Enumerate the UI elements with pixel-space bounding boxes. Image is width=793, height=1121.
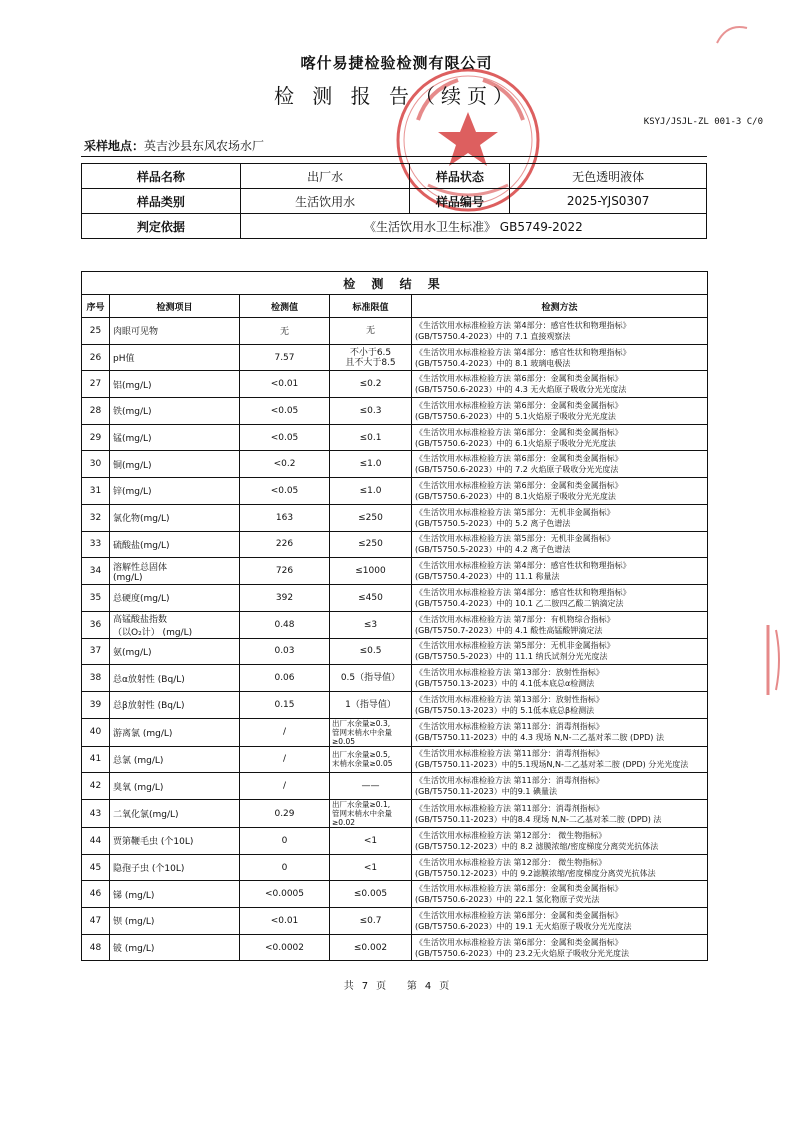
document-code: KSYJ/JSJL-ZL 001-3 C/0	[643, 117, 763, 127]
row-method-line2: (GB/T5750.5-2023）中的 4.2 离子色谱法	[415, 545, 571, 555]
row-limit: ≤0.002	[330, 934, 412, 961]
row-method-line2: (GB/T5750.6-2023）中的 19.1 无火焰原子吸收分光光度法	[415, 921, 632, 931]
table-row	[82, 584, 708, 611]
info-row	[82, 164, 707, 189]
row-number: 36	[82, 611, 110, 638]
table-row	[82, 611, 708, 638]
table-row	[82, 398, 708, 425]
row-method-line2: (GB/T5750.4-2023）中的 11.1 称量法	[415, 572, 560, 582]
table-row	[82, 854, 708, 881]
info-row	[82, 189, 707, 214]
row-value: 226	[240, 531, 330, 558]
footer-total-prefix: 共	[343, 981, 354, 992]
row-number: 38	[82, 665, 110, 692]
row-method-line1: 《生活饮用水标准检验方法 第12部分： 微生物指标》	[415, 830, 607, 840]
row-method	[412, 558, 708, 585]
basis-value: 《生活饮用水卫生标准》 GB5749-2022	[240, 214, 706, 239]
row-item: 高锰酸盐指数 （以O₂计） (mg/L)	[110, 611, 240, 638]
sampling-site	[84, 137, 264, 154]
row-item: 总α放射性 (Bq/L)	[110, 665, 240, 692]
row-limit: ≤1000	[330, 558, 412, 585]
row-limit: ≤0.2	[330, 371, 412, 398]
row-method-line2: (GB/T5750.5-2023）中的 5.2 离子色谱法	[415, 518, 571, 528]
table-row	[82, 531, 708, 558]
row-method-line1: 《生活饮用水标准检验方法 第6部分：金属和类金属指标》	[415, 937, 623, 947]
row-method	[412, 398, 708, 425]
row-item: 氯化物(mg/L)	[110, 504, 240, 531]
row-number: 25	[82, 318, 110, 345]
results-table	[81, 271, 708, 961]
row-method-line1: 《生活饮用水标准检验方法 第7部分：有机物综合指标》	[415, 614, 615, 624]
row-value: 726	[240, 558, 330, 585]
row-number: 26	[82, 344, 110, 371]
row-number: 37	[82, 638, 110, 665]
row-item: 氨(mg/L)	[110, 638, 240, 665]
table-row	[82, 691, 708, 718]
row-number: 39	[82, 691, 110, 718]
row-number: 42	[82, 773, 110, 800]
table-row	[82, 344, 708, 371]
page-footer	[0, 977, 793, 992]
row-method-line1: 《生活饮用水标准检验方法 第11部分：消毒剂指标》	[415, 803, 604, 813]
row-item: 总β放射性 (Bq/L)	[110, 691, 240, 718]
row-method-line2: (GB/T5750.6-2023）中的 4.3 无火焰原子吸收分光光度法	[415, 385, 627, 395]
row-limit: ≤0.1	[330, 424, 412, 451]
results-title: 检 测 结 果	[82, 272, 708, 295]
row-method	[412, 451, 708, 478]
row-value: 163	[240, 504, 330, 531]
row-limit: 1（指导值）	[330, 691, 412, 718]
row-method	[412, 773, 708, 800]
row-limit: 0.5（指导值）	[330, 665, 412, 692]
row-limit: <1	[330, 828, 412, 855]
footer-total-pages: 7	[361, 981, 369, 992]
table-row	[82, 908, 708, 935]
row-limit: <1	[330, 854, 412, 881]
row-method-line2: (GB/T5750.13-2023）中的 5.1低本底总β检测法	[415, 705, 595, 715]
seam-seal-icon	[764, 620, 786, 700]
footer-page-word: 页	[376, 981, 387, 992]
row-value: 0	[240, 854, 330, 881]
footer-current-page: 4	[424, 981, 432, 992]
row-method-line1: 《生活饮用水标准检验方法 第6部分：金属和类金属指标》	[415, 884, 623, 894]
row-method	[412, 665, 708, 692]
table-row	[82, 424, 708, 451]
sampling-site-value: 英吉沙县东风农场水厂	[144, 139, 265, 153]
row-number: 35	[82, 584, 110, 611]
row-number: 30	[82, 451, 110, 478]
row-number: 32	[82, 504, 110, 531]
row-limit: ≤0.7	[330, 908, 412, 935]
table-row	[82, 638, 708, 665]
basis-label: 判定依据	[82, 214, 241, 239]
row-value: 392	[240, 584, 330, 611]
row-value: /	[240, 746, 330, 773]
table-row	[82, 665, 708, 692]
row-item: 总硬度(mg/L)	[110, 584, 240, 611]
row-method-line1: 《生活饮用水标准检验方法 第6部分：金属和类金属指标》	[415, 454, 623, 464]
row-method-line2: (GB/T5750.6-2023）中的 5.1火焰原子吸收分光光度法	[415, 411, 616, 421]
company-name: 喀什易捷检验检测有限公司	[300, 54, 493, 72]
row-method-line1: 《生活饮用水标准检验方法 第5部分：无机非金属指标》	[415, 641, 615, 651]
row-value: <0.0002	[240, 934, 330, 961]
row-method-line2: (GB/T5750.12-2023）中的 8.2 滤膜浓缩/密度梯度分离荧光抗体法	[415, 841, 659, 851]
row-limit: 不小于6.5 且不大于8.5	[330, 344, 412, 371]
row-method-line2: (GB/T5750.12-2023）中的 9.2滤膜浓缩/密度梯度分离荧光抗体法	[415, 868, 656, 878]
row-value: <0.05	[240, 398, 330, 425]
row-method	[412, 531, 708, 558]
row-item: 铁(mg/L)	[110, 398, 240, 425]
row-method-line2: (GB/T5750.6-2023）中的 23.2无火焰原子吸收分光光度法	[415, 948, 629, 958]
row-method-line1: 《生活饮用水标准检验方法 第11部分：消毒剂指标》	[415, 722, 604, 732]
sample-state-value: 无色透明液体	[510, 164, 707, 189]
table-row	[82, 934, 708, 961]
row-value: /	[240, 773, 330, 800]
row-value: /	[240, 718, 330, 746]
row-method-line2: (GB/T5750.5-2023）中的 11.1 纳氏试剂分光光度法	[415, 652, 608, 662]
sampling-site-label: 采样地点：	[84, 139, 145, 153]
row-item: 隐孢子虫 (个10L)	[110, 854, 240, 881]
row-number: 45	[82, 854, 110, 881]
footer-current-prefix: 第	[406, 981, 417, 992]
row-method-line2: (GB/T5750.13-2023）中的 4.1低本底总α检测法	[415, 679, 595, 689]
row-method-line1: 《生活饮用水标准检验方法 第13部分：放射性指标》	[415, 694, 604, 704]
row-method	[412, 504, 708, 531]
row-method-line2: (GB/T5750.11-2023）中的5.1现场N,N-二乙基对苯二胺 (DPD) 分光光度法	[415, 760, 689, 770]
row-number: 33	[82, 531, 110, 558]
table-row	[82, 504, 708, 531]
row-limit: ≤0.5	[330, 638, 412, 665]
row-limit: 无	[330, 318, 412, 345]
row-item: 硫酸盐(mg/L)	[110, 531, 240, 558]
row-method-line2: (GB/T5750.4-2023）中的 8.1 玻璃电极法	[415, 358, 571, 368]
row-item: 钡 (mg/L)	[110, 908, 240, 935]
table-row	[82, 318, 708, 345]
row-limit: ≤3	[330, 611, 412, 638]
row-method-line2: (GB/T5750.6-2023）中的 22.1 氢化物原子荧光法	[415, 895, 600, 905]
row-method	[412, 424, 708, 451]
row-value: 0.15	[240, 691, 330, 718]
row-method	[412, 478, 708, 505]
row-value: <0.01	[240, 908, 330, 935]
row-method-line1: 《生活饮用水标准检验方法 第13部分：放射性指标》	[415, 668, 604, 678]
col-header-value: 检测值	[240, 295, 330, 318]
row-method-line1: 《生活饮用水标准检验方法 第6部分：金属和类金属指标》	[415, 374, 623, 384]
row-method-line2: (GB/T5750.7-2023）中的 4.1 酸性高锰酸钾滴定法	[415, 625, 603, 635]
row-value: 无	[240, 318, 330, 345]
results-header-row	[82, 295, 708, 318]
row-method-line2: (GB/T5750.11-2023）中的 4.3 现场 N,N-二乙基对苯二胺 (DPD) 法	[415, 733, 664, 743]
row-number: 41	[82, 746, 110, 773]
row-method-line1: 《生活饮用水标准检验方法 第6部分：金属和类金属指标》	[415, 910, 623, 920]
row-number: 43	[82, 800, 110, 828]
row-method	[412, 611, 708, 638]
row-method	[412, 854, 708, 881]
row-method-line1: 《生活饮用水标准检验方法 第6部分：金属和类金属指标》	[415, 480, 623, 490]
row-method	[412, 881, 708, 908]
seal-edge-icon	[712, 18, 752, 48]
row-limit: ≤1.0	[330, 451, 412, 478]
row-item: 总氯 (mg/L)	[110, 746, 240, 773]
row-item: 铍 (mg/L)	[110, 934, 240, 961]
row-method-line2: (GB/T5750.11-2023）中的8.4 现场 N,N-二乙基对苯二胺 (DPD) 法	[415, 814, 662, 824]
row-method-line2: (GB/T5750.6-2023）中的 7.2 火焰原子吸收分光光度法	[415, 465, 619, 475]
row-limit: ≤1.0	[330, 478, 412, 505]
row-number: 40	[82, 718, 110, 746]
row-method	[412, 691, 708, 718]
row-number: 27	[82, 371, 110, 398]
row-method-line1: 《生活饮用水标准检验方法 第11部分：消毒剂指标》	[415, 749, 604, 759]
table-row	[82, 478, 708, 505]
row-item: 铝(mg/L)	[110, 371, 240, 398]
row-method	[412, 318, 708, 345]
row-method-line2: (GB/T5750.11-2023）中的9.1 碘量法	[415, 787, 557, 797]
report-title: 检 测 报 告（续页）	[273, 84, 520, 108]
row-number: 47	[82, 908, 110, 935]
results-title-row	[82, 272, 708, 295]
row-method-line1: 《生活饮用水标准检验方法 第4部分：感官性状和物理指标》	[415, 561, 631, 571]
sample-info-table	[81, 163, 707, 239]
row-limit: ≤250	[330, 504, 412, 531]
row-value: <0.05	[240, 424, 330, 451]
row-value: 0.48	[240, 611, 330, 638]
row-limit: 出厂水余量≥0.1, 管网末梢水中余量≥0.02	[330, 800, 412, 828]
sample-type-label: 样品类别	[82, 189, 241, 214]
row-value: <0.01	[240, 371, 330, 398]
sample-no-value: 2025-YJS0307	[510, 189, 707, 214]
sample-name-label: 样品名称	[82, 164, 241, 189]
row-item: 臭氧 (mg/L)	[110, 773, 240, 800]
row-value: <0.2	[240, 451, 330, 478]
footer-current-suffix: 页	[439, 981, 450, 992]
row-number: 48	[82, 934, 110, 961]
row-method-line2: (GB/T5750.6-2023）中的 8.1火焰原子吸收分光光度法	[415, 491, 616, 501]
row-value: 7.57	[240, 344, 330, 371]
row-value: 0.29	[240, 800, 330, 828]
row-number: 46	[82, 881, 110, 908]
row-method-line1: 《生活饮用水标准检验方法 第4部分：感官性状和物理指标》	[415, 587, 631, 597]
table-row	[82, 773, 708, 800]
col-header-no: 序号	[82, 295, 110, 318]
row-method-line1: 《生活饮用水标准检验方法 第4部分：感官性状和物理指标》	[415, 320, 631, 330]
row-method-line1: 《生活饮用水标准检验方法 第5部分：无机非金属指标》	[415, 507, 615, 517]
table-row	[82, 451, 708, 478]
row-method-line2: (GB/T5750.4-2023）中的 7.1 直接观察法	[415, 331, 571, 341]
row-limit: ≤0.005	[330, 881, 412, 908]
row-value: <0.0005	[240, 881, 330, 908]
row-item: 铜(mg/L)	[110, 451, 240, 478]
row-method-line2: (GB/T5750.4-2023）中的 10.1 乙二胺四乙酸二钠滴定法	[415, 598, 624, 608]
row-limit: 出厂水余量≥0.3, 管网末梢水中余量≥0.05	[330, 718, 412, 746]
row-limit: 出厂水余量≥0.5, 末梢水余量≥0.05	[330, 746, 412, 773]
row-number: 34	[82, 558, 110, 585]
sample-name-value: 出厂水	[240, 164, 410, 189]
table-row	[82, 828, 708, 855]
row-item: 二氧化氯(mg/L)	[110, 800, 240, 828]
row-item: 溶解性总固体 (mg/L)	[110, 558, 240, 585]
row-method-line1: 《生活饮用水标准检验方法 第12部分： 微生物指标》	[415, 857, 607, 867]
row-method-line1: 《生活饮用水标准检验方法 第6部分：金属和类金属指标》	[415, 400, 623, 410]
row-item: 贾第鞭毛虫 (个10L)	[110, 828, 240, 855]
table-row	[82, 746, 708, 773]
row-method-line1: 《生活饮用水标准检验方法 第6部分：金属和类金属指标》	[415, 427, 623, 437]
row-method	[412, 718, 708, 746]
row-method	[412, 746, 708, 773]
row-method-line1: 《生活饮用水标准检验方法 第4部分：感官性状和物理指标》	[415, 347, 631, 357]
header-divider	[81, 156, 707, 157]
row-method	[412, 908, 708, 935]
row-limit: ——	[330, 773, 412, 800]
row-number: 28	[82, 398, 110, 425]
row-method	[412, 934, 708, 961]
row-number: 29	[82, 424, 110, 451]
info-row	[82, 214, 707, 239]
row-method-line1: 《生活饮用水标准检验方法 第11部分：消毒剂指标》	[415, 776, 604, 786]
row-limit: ≤250	[330, 531, 412, 558]
row-limit: ≤0.3	[330, 398, 412, 425]
col-header-method: 检测方法	[412, 295, 708, 318]
row-item: 锑 (mg/L)	[110, 881, 240, 908]
row-number: 44	[82, 828, 110, 855]
table-row	[82, 718, 708, 746]
sample-type-value: 生活饮用水	[240, 189, 410, 214]
table-row	[82, 800, 708, 828]
results-body	[82, 318, 708, 961]
row-value: 0.03	[240, 638, 330, 665]
row-method-line1: 《生活饮用水标准检验方法 第5部分：无机非金属指标》	[415, 534, 615, 544]
col-header-item: 检测项目	[110, 295, 240, 318]
row-value: <0.05	[240, 478, 330, 505]
row-item: 游离氯 (mg/L)	[110, 718, 240, 746]
row-item: 锌(mg/L)	[110, 478, 240, 505]
row-value: 0	[240, 828, 330, 855]
table-row	[82, 558, 708, 585]
row-number: 31	[82, 478, 110, 505]
row-value: 0.06	[240, 665, 330, 692]
row-method	[412, 371, 708, 398]
table-row	[82, 881, 708, 908]
sample-no-label: 样品编号	[410, 189, 510, 214]
row-limit: ≤450	[330, 584, 412, 611]
row-method	[412, 344, 708, 371]
sample-state-label: 样品状态	[410, 164, 510, 189]
row-method	[412, 584, 708, 611]
row-method	[412, 638, 708, 665]
row-item: 肉眼可见物	[110, 318, 240, 345]
row-method	[412, 800, 708, 828]
col-header-limit: 标准限值	[330, 295, 412, 318]
row-method-line2: (GB/T5750.6-2023）中的 6.1火焰原子吸收分光光度法	[415, 438, 616, 448]
table-row	[82, 371, 708, 398]
row-item: pH值	[110, 344, 240, 371]
row-method	[412, 828, 708, 855]
row-item: 锰(mg/L)	[110, 424, 240, 451]
